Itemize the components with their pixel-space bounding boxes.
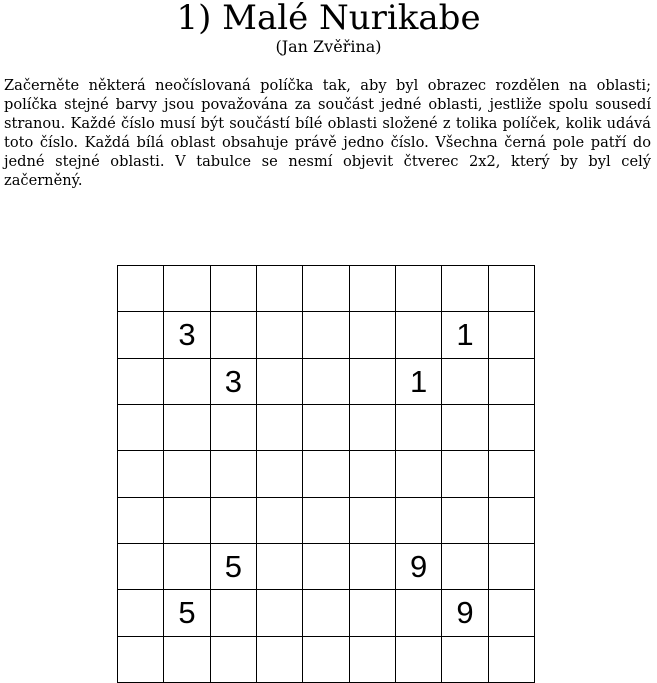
grid-cell[interactable]	[164, 266, 210, 312]
grid-cell[interactable]	[396, 405, 442, 451]
grid-cell[interactable]	[164, 544, 210, 590]
grid-cell-numbered[interactable]: 5	[164, 590, 210, 636]
puzzle-rules: Začerněte některá neočíslovaná políčka tak, aby byl obrazec rozdělen na oblasti; políčka stejné barvy jsou považována za součást jedné oblasti, jestliže spolu sousedí stranou. Každé číslo musí být součástí bílé oblasti složené z tolika políček, kolik udává toto číslo. Každá bílá oblast obsahuje právě jedno číslo. Všechna černá pole patří do jedné stejné oblasti. V tabulce se nesmí objevit čtverec 2x2, který by byl celý začerněný.	[4, 77, 651, 189]
grid-cell[interactable]	[211, 312, 257, 358]
grid-cell[interactable]	[303, 359, 349, 405]
grid-cell[interactable]	[303, 266, 349, 312]
grid-cell[interactable]	[118, 359, 164, 405]
grid-cell[interactable]	[350, 266, 396, 312]
grid-cell[interactable]	[118, 312, 164, 358]
grid-cell[interactable]	[350, 544, 396, 590]
grid-cell[interactable]	[164, 451, 210, 497]
grid-cell[interactable]	[164, 405, 210, 451]
grid-cell-numbered[interactable]: 3	[211, 359, 257, 405]
grid-cell[interactable]	[118, 498, 164, 544]
grid-cell-numbered[interactable]: 9	[396, 544, 442, 590]
grid-cell[interactable]	[303, 544, 349, 590]
grid-cell[interactable]	[257, 498, 303, 544]
grid-cell[interactable]	[164, 637, 210, 683]
grid-cell-numbered[interactable]: 1	[396, 359, 442, 405]
grid-cell[interactable]	[442, 544, 488, 590]
grid-cell[interactable]	[489, 544, 535, 590]
grid-cell[interactable]	[489, 359, 535, 405]
grid-cell[interactable]	[350, 637, 396, 683]
grid-cell[interactable]	[489, 590, 535, 636]
grid-cell[interactable]	[211, 498, 257, 544]
grid-cell[interactable]	[211, 405, 257, 451]
puzzle-title: 1) Malé Nurikabe	[176, 0, 481, 38]
grid-cell[interactable]	[489, 637, 535, 683]
grid-cell[interactable]	[350, 405, 396, 451]
grid-cell-numbered[interactable]: 5	[211, 544, 257, 590]
grid-cell[interactable]	[118, 266, 164, 312]
grid-cell[interactable]	[211, 266, 257, 312]
grid-cell[interactable]	[489, 266, 535, 312]
grid-cell[interactable]	[118, 405, 164, 451]
grid-cell[interactable]	[396, 498, 442, 544]
grid-cell[interactable]	[442, 405, 488, 451]
grid-cell[interactable]	[489, 312, 535, 358]
grid-cell[interactable]	[303, 312, 349, 358]
grid-cell[interactable]	[303, 637, 349, 683]
grid-cell[interactable]	[118, 544, 164, 590]
grid-cell[interactable]	[442, 637, 488, 683]
grid-cell[interactable]	[257, 312, 303, 358]
grid-cell[interactable]	[118, 451, 164, 497]
grid-cell[interactable]	[396, 590, 442, 636]
grid-cell-numbered[interactable]: 1	[442, 312, 488, 358]
grid-cell[interactable]	[303, 451, 349, 497]
grid-cell[interactable]	[164, 498, 210, 544]
grid-cell[interactable]	[211, 451, 257, 497]
grid-cell[interactable]	[257, 266, 303, 312]
grid-cell-numbered[interactable]: 3	[164, 312, 210, 358]
grid-cell[interactable]	[442, 498, 488, 544]
grid-cell[interactable]	[350, 312, 396, 358]
grid-cell[interactable]	[350, 498, 396, 544]
puzzle-author: (Jan Zvěřina)	[275, 37, 382, 56]
grid-cell[interactable]	[350, 451, 396, 497]
grid-cell[interactable]	[350, 590, 396, 636]
grid-cell[interactable]	[257, 637, 303, 683]
grid-cell[interactable]	[442, 451, 488, 497]
grid-cell[interactable]	[350, 359, 396, 405]
grid-cell[interactable]	[489, 405, 535, 451]
grid-cell[interactable]	[303, 590, 349, 636]
grid-cell[interactable]	[257, 544, 303, 590]
grid-cell[interactable]	[118, 590, 164, 636]
grid-cell[interactable]	[118, 637, 164, 683]
grid-cell[interactable]	[257, 359, 303, 405]
grid-cell[interactable]	[303, 498, 349, 544]
grid-cell[interactable]	[489, 451, 535, 497]
grid-cell[interactable]	[211, 590, 257, 636]
grid-cell[interactable]	[489, 498, 535, 544]
grid-cell[interactable]	[164, 359, 210, 405]
grid-cell[interactable]	[442, 266, 488, 312]
grid-cell[interactable]	[211, 637, 257, 683]
grid-cell-numbered[interactable]: 9	[442, 590, 488, 636]
grid-cell[interactable]	[396, 312, 442, 358]
grid-cell[interactable]	[257, 405, 303, 451]
grid-cell[interactable]	[442, 359, 488, 405]
grid-cell[interactable]	[257, 451, 303, 497]
nurikabe-grid	[117, 265, 535, 683]
grid-cell[interactable]	[396, 451, 442, 497]
grid-cell[interactable]	[396, 266, 442, 312]
grid-cell[interactable]	[303, 405, 349, 451]
grid-cell[interactable]	[396, 637, 442, 683]
grid-cell[interactable]	[257, 590, 303, 636]
